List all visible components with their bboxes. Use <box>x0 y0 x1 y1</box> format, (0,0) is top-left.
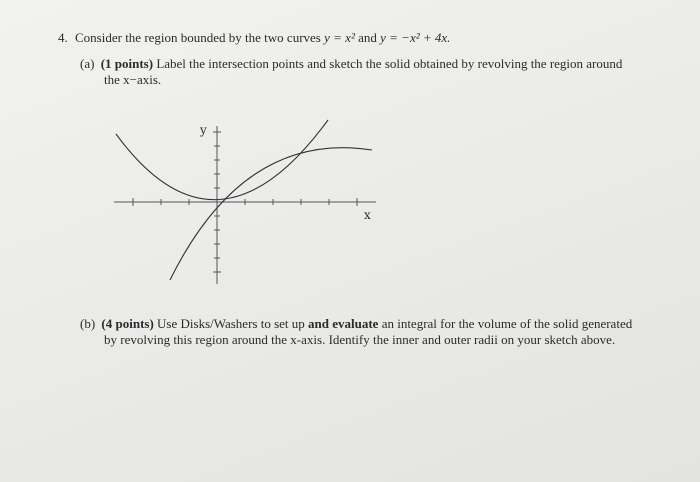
part-a-line2: the x−axis. <box>104 72 162 87</box>
part-b-label: (b) <box>80 316 96 331</box>
curve-y-equals-x-squared <box>116 120 328 200</box>
problem-statement <box>58 30 450 46</box>
part-a-label: (a) <box>80 56 95 71</box>
part-b-points: (4 points) <box>101 316 154 331</box>
problem-number: 4. <box>58 30 68 45</box>
part-b-text2: an integral for the volume of the solid generated <box>381 316 633 331</box>
part-b-line2: by revolving this region around the x-axis. Identify the inner and outer radii on your sketch above. <box>104 332 616 347</box>
part-b-bold: and evaluate <box>308 316 379 331</box>
curve-1: y = x² <box>324 30 355 45</box>
sketch-graph <box>100 112 390 292</box>
x-axis-label: x <box>364 208 371 222</box>
part-a-line1: Label the intersection points and sketch the solid obtained by revolving the region around <box>156 56 623 71</box>
part-b-text1: Use Disks/Washers to set up <box>157 316 305 331</box>
part-b <box>80 316 690 348</box>
curve-2: y = −x² + 4x. <box>380 30 451 45</box>
part-a-points: (1 points) <box>100 56 154 71</box>
problem-prefix: Consider the region bounded by the two curves <box>75 30 321 45</box>
conjunction: and <box>358 30 377 45</box>
curve-y-equals-neg-x-squared-plus-4x <box>170 148 372 280</box>
y-axis-label: y <box>200 123 207 137</box>
part-a <box>80 56 690 88</box>
